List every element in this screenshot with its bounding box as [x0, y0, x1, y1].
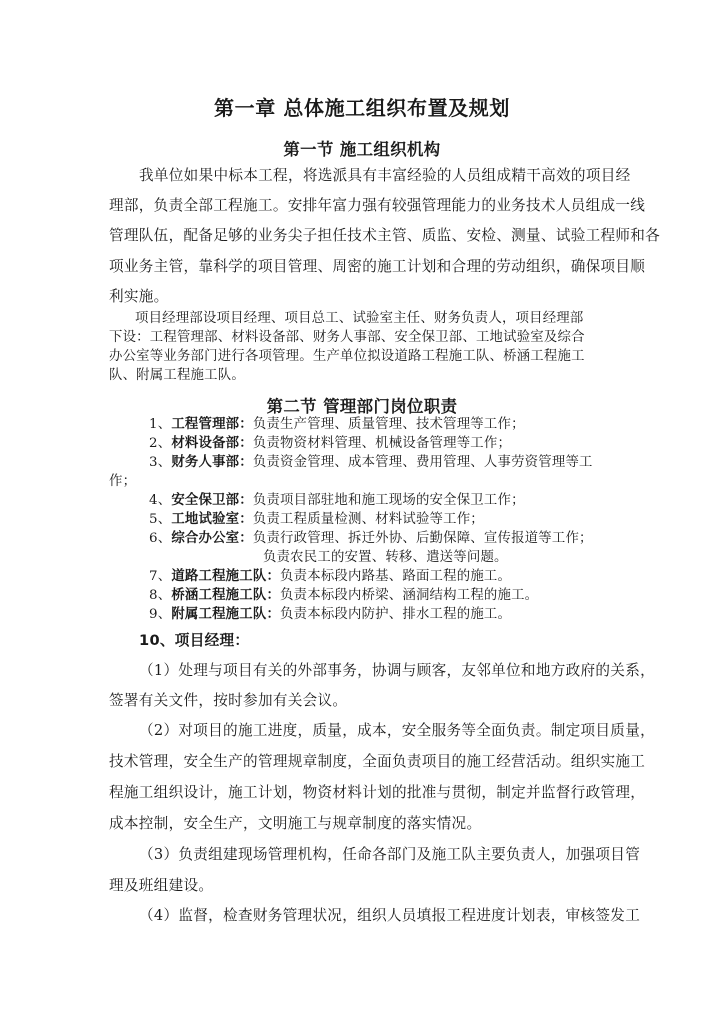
duty-item-continuation: 作；	[109, 474, 137, 489]
project-manager-heading: 10、项目经理：	[139, 632, 250, 649]
paragraph-line: 签署有关文件，按时参加有关会议。	[109, 692, 348, 709]
paragraph-line: 下设：工程管理部、材料设备部、财务人事部、安全保卫部、工地试验室及综合	[109, 330, 585, 345]
paragraph-line: 技术管理，安全生产的管理规章制度，全面负责项目的施工经营活动。组织实施工	[109, 753, 646, 770]
duty-item: 8、桥涵工程施工队：负责本标段内桥梁、涵洞结构工程的施工。	[149, 588, 539, 603]
duty-item: 7、道路工程施工队：负责本标段内路基、路面工程的施工。	[149, 569, 512, 584]
paragraph-line: 管理队伍，配备足够的业务尖子担任技术主管、质监、安检、测量、试验工程师和各	[109, 227, 661, 244]
paragraph-line: 利实施。	[109, 288, 169, 305]
paragraph-line: 我单位如果中标本工程，将选派具有丰富经验的人员组成精干高效的项目经	[139, 167, 631, 184]
paragraph-line: 项目经理部设项目经理、项目总工、试验室主任、财务负责人，项目经理部	[135, 311, 584, 326]
paragraph-line: （4）监督，检查财务管理状况，组织人员填报工程进度计划表，审核签发工	[139, 907, 641, 924]
paragraph-line: （3）负责组建现场管理机构，任命各部门及施工队主要负责人，加强项目管	[139, 846, 641, 863]
section-2-heading: 第二节 管理部门岗位职责	[266, 397, 458, 416]
paragraph-line: 程施工组织设计，施工计划，物资材料计划的批准与贯彻，制定并监督行政管理，	[109, 784, 646, 801]
paragraph-line: 理及班组建设。	[109, 877, 214, 894]
paragraph-line: （1）处理与项目有关的外部事务，协调与顾客，友邻单位和地方政府的关系，	[139, 662, 655, 679]
paragraph-line: 成本控制，安全生产，文明施工与规章制度的落实情况。	[109, 815, 482, 832]
paragraph-line: 队、附属工程施工队。	[109, 368, 245, 383]
duty-item: 2、材料设备部：负责物资材料管理、机械设备管理等工作；	[149, 436, 512, 451]
paragraph-line: 项业务主管，靠科学的项目管理、周密的施工计划和合理的劳动组织，确保项目顺	[109, 258, 646, 275]
duty-item: 9、附属工程施工队：负责本标段内防护、排水工程的施工。	[149, 607, 512, 622]
paragraph-line: 办公室等业务部门进行各项管理。生产单位拟设道路工程施工队、桥涵工程施工	[109, 349, 585, 364]
duty-item: 3、财务人事部：负责资金管理、成本管理、费用管理、人事劳资管理等工	[149, 455, 593, 470]
paragraph-line: 理部，负责全部工程施工。安排年富力强有较强管理能力的业务技术人员组成一线	[109, 197, 646, 214]
duty-item: 6、综合办公室：负责行政管理、拆迁外协、后勤保障、宣传报道等工作；	[149, 531, 593, 546]
duty-item: 4、安全保卫部：负责项目部驻地和施工现场的安全保卫工作；	[149, 493, 525, 508]
duty-item: 1、工程管理部：负责生产管理、质量管理、技术管理等工作；	[149, 417, 525, 432]
paragraph-line: （2）对项目的施工进度，质量，成本，安全服务等全面负责。制定项目质量，	[139, 722, 655, 739]
duty-item-continuation: 负责农民工的安置、转移、遣送等问题。	[263, 550, 508, 565]
section-1-heading: 第一节 施工组织机构	[283, 140, 441, 159]
duty-item: 5、工地试验室：负责工程质量检测、材料试验等工作；	[149, 512, 484, 527]
chapter-title: 第一章 总体施工组织布置及规划	[214, 96, 510, 120]
